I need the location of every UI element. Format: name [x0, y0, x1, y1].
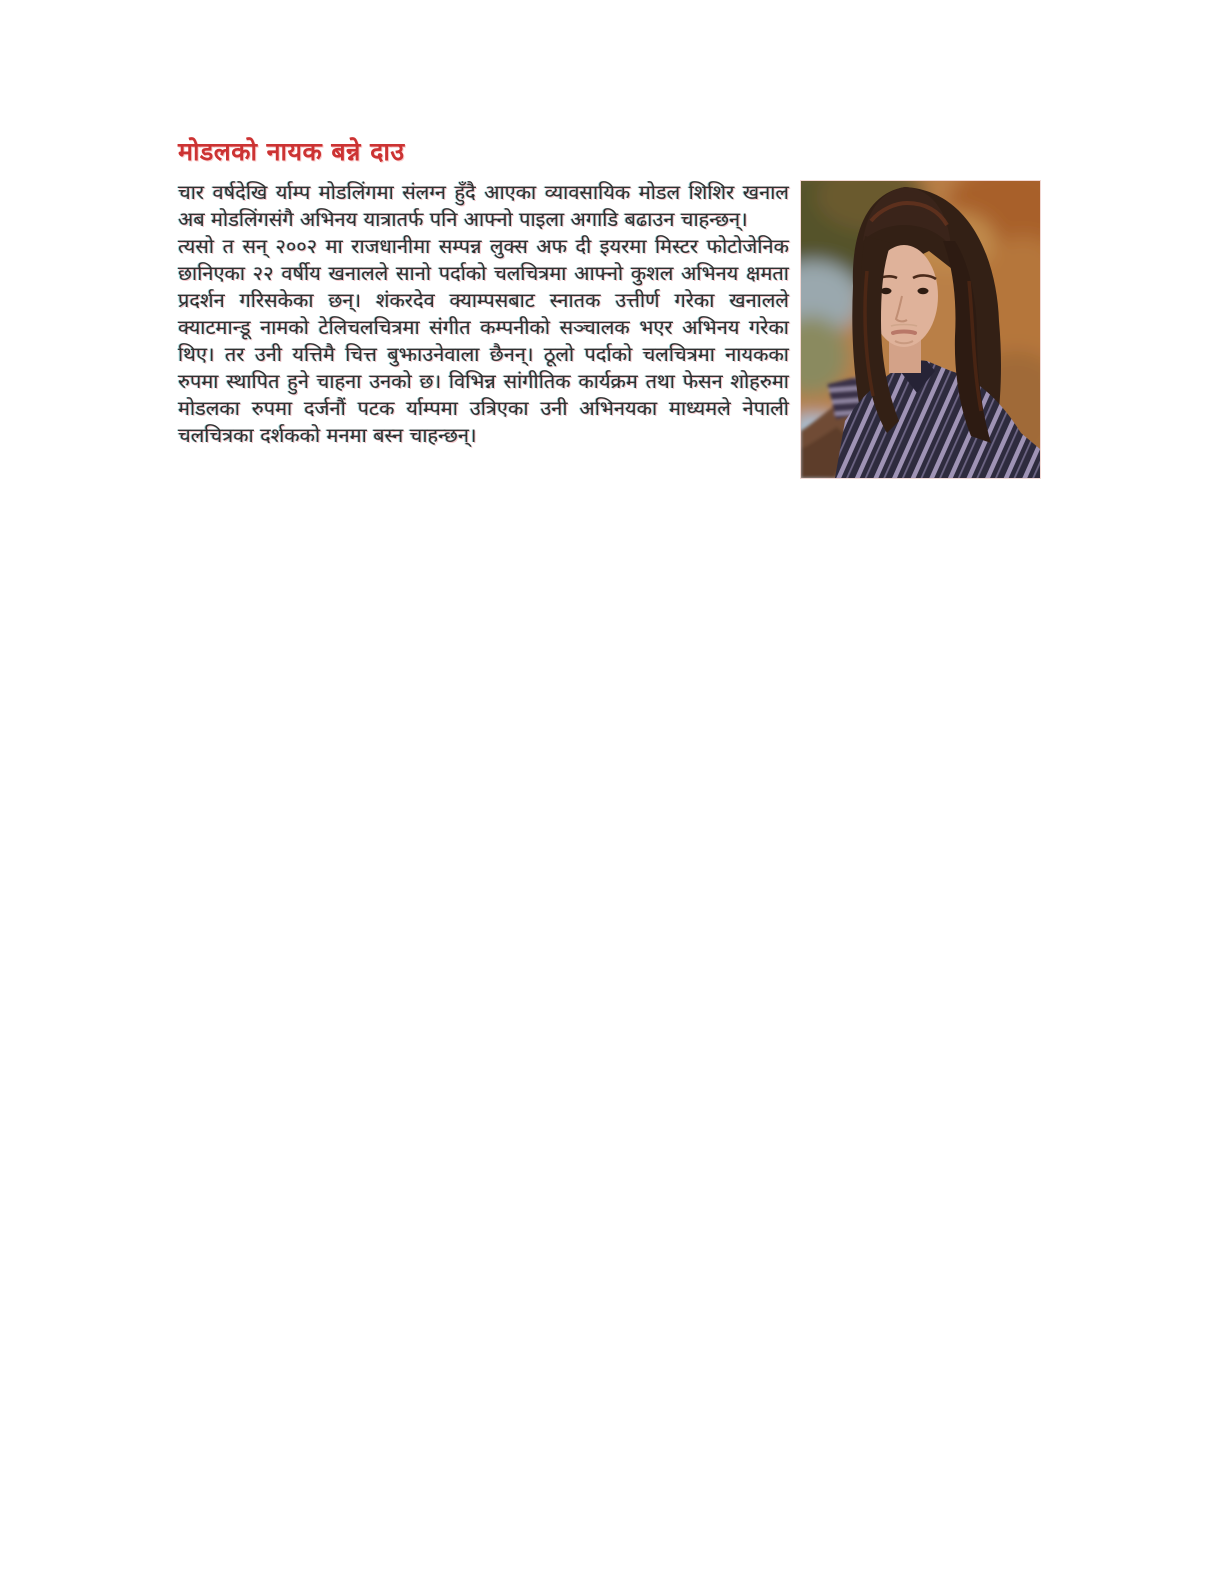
- article-paragraph-2: त्यसो त सन् २००२ मा राजधानीमा सम्पन्न लुक्स अफ दी इयरमा मिस्टर फोटोजेनिक छानिएका २२ वर्षीय खनालले सानो पर्दाको चलचित्रमा आफ्नो कुशल अभिनय क्षमता प्रदर्शन गरिसकेका छन्। शंकरदेव क्याम्पसबाट स्नातक उत्तीर्ण गरेका खनालले क्याटमान्डू नामको टेलिचलचित्रमा संगीत कम्पनीको सञ्चालक भएर अभिनय गरेका थिए। तर उनी यत्तिमै चित्त बुझाउनेवाला छैनन्। ठूलो पर्दाको चलचित्रमा नायकका रुपमा स्थापित हुने चाहना उनको छ। विभिन्न सांगीतिक कार्यक्रम तथा फेसन शोहरुमा मोडलका रुपमा दर्जनौं पटक र्याम्पमा उत्रिएका उनी अभिनयका माध्यमले नेपाली चलचित्रका दर्शकको मनमा बस्न चाहन्छन्।: [178, 234, 789, 447]
- portrait-photo: [801, 181, 1040, 478]
- article: [178, 137, 1040, 488]
- article-paragraph-1: चार वर्षदेखि र्याम्प मोडलिंगमा संलग्न हुँदै आएका व्यावसायिक मोडल शिशिर खनाल अब मोडलिंगसंगै अभिनय यात्रातर्फ पनि आफ्नो पाइला अगाडि बढाउन चाहन्छन्।: [178, 180, 789, 231]
- portrait-photo-graphic: [801, 181, 1040, 478]
- article-heading: मोडलको नायक बन्ने दाउ: [178, 137, 405, 166]
